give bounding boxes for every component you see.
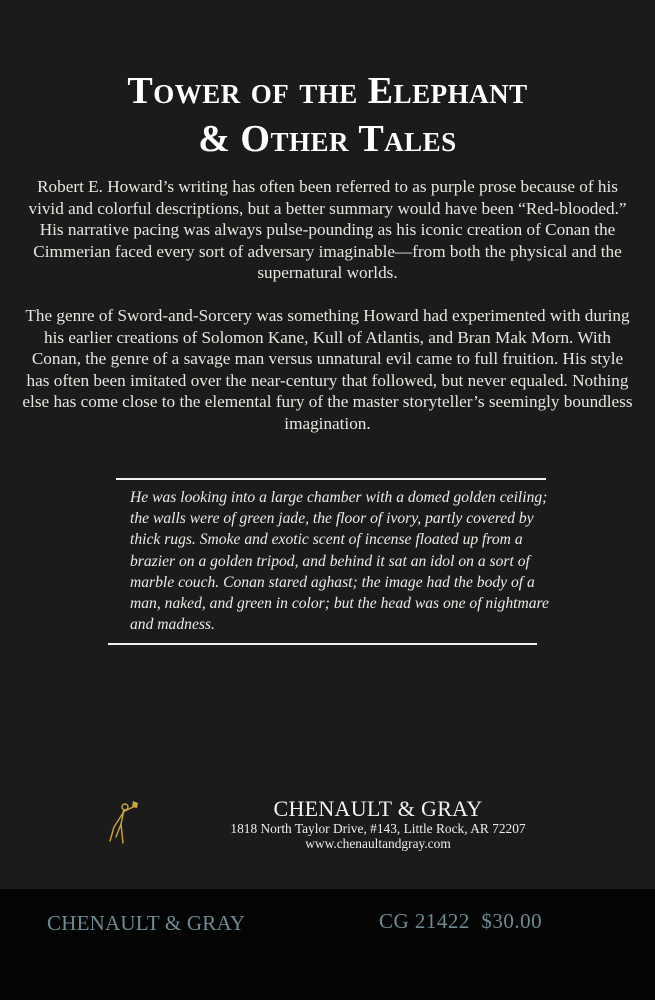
publisher-address: 1818 North Taylor Drive, #143, Little Rock, AR 72207: [230, 821, 526, 836]
book-title-line-2: & Other Tales: [198, 118, 457, 160]
catalog-code-and-price: CG 21422 $30.00: [379, 909, 543, 933]
description-paragraph-2: The genre of Sword-and-Sorcery was something Howard had experimented with during his earlier creations of Solomon Kane, Kull of Atlantis, and Bran Mak Morn. With Conan, the genre of a savage man versus unnatural evil came to full fruition. His style has often been imitated over the near-century that followed, but never equaled. Nothing else has come close to the elemental fury of the master storyteller’s seemingly boundless imagination.: [22, 306, 633, 433]
excerpt-quote: He was looking into a large chamber with a domed golden ceiling; the walls were of green jade, the floor of ivory, partly covered by thick rugs. Smoke and exotic scent of incense floated up from a brazier on a golden tripod, and behind it sat an idol on a sort of marble couch. Conan stared aghast; the image had the body of a man, naked, and green in color; but the head was one of nightmare and madness.: [130, 489, 549, 634]
description-paragraph-1: Robert E. Howard’s writing has often been referred to as purple prose because of his vivid and colorful descriptions, but a better summary would have been “Red-blooded.” His narrative pacing was always pulse-pounding as his iconic creation of Conan the Cimmerian faced every sort of adversary imaginable—from both the physical and the supernatural worlds.: [28, 177, 627, 283]
quote-bottom-rule: [108, 643, 537, 645]
quote-top-rule: [116, 478, 546, 480]
publisher-block: [230, 796, 526, 852]
publisher-name: CHENAULT & GRAY: [273, 796, 483, 821]
torch-bearer-figure-icon: [106, 797, 146, 847]
bottom-band: [0, 889, 655, 1000]
publisher-url[interactable]: www.chenaultandgray.com: [305, 836, 451, 851]
band-publisher-name: CHENAULT & GRAY: [47, 911, 246, 935]
book-title-line-1: Tower of the Elephant: [127, 70, 528, 112]
